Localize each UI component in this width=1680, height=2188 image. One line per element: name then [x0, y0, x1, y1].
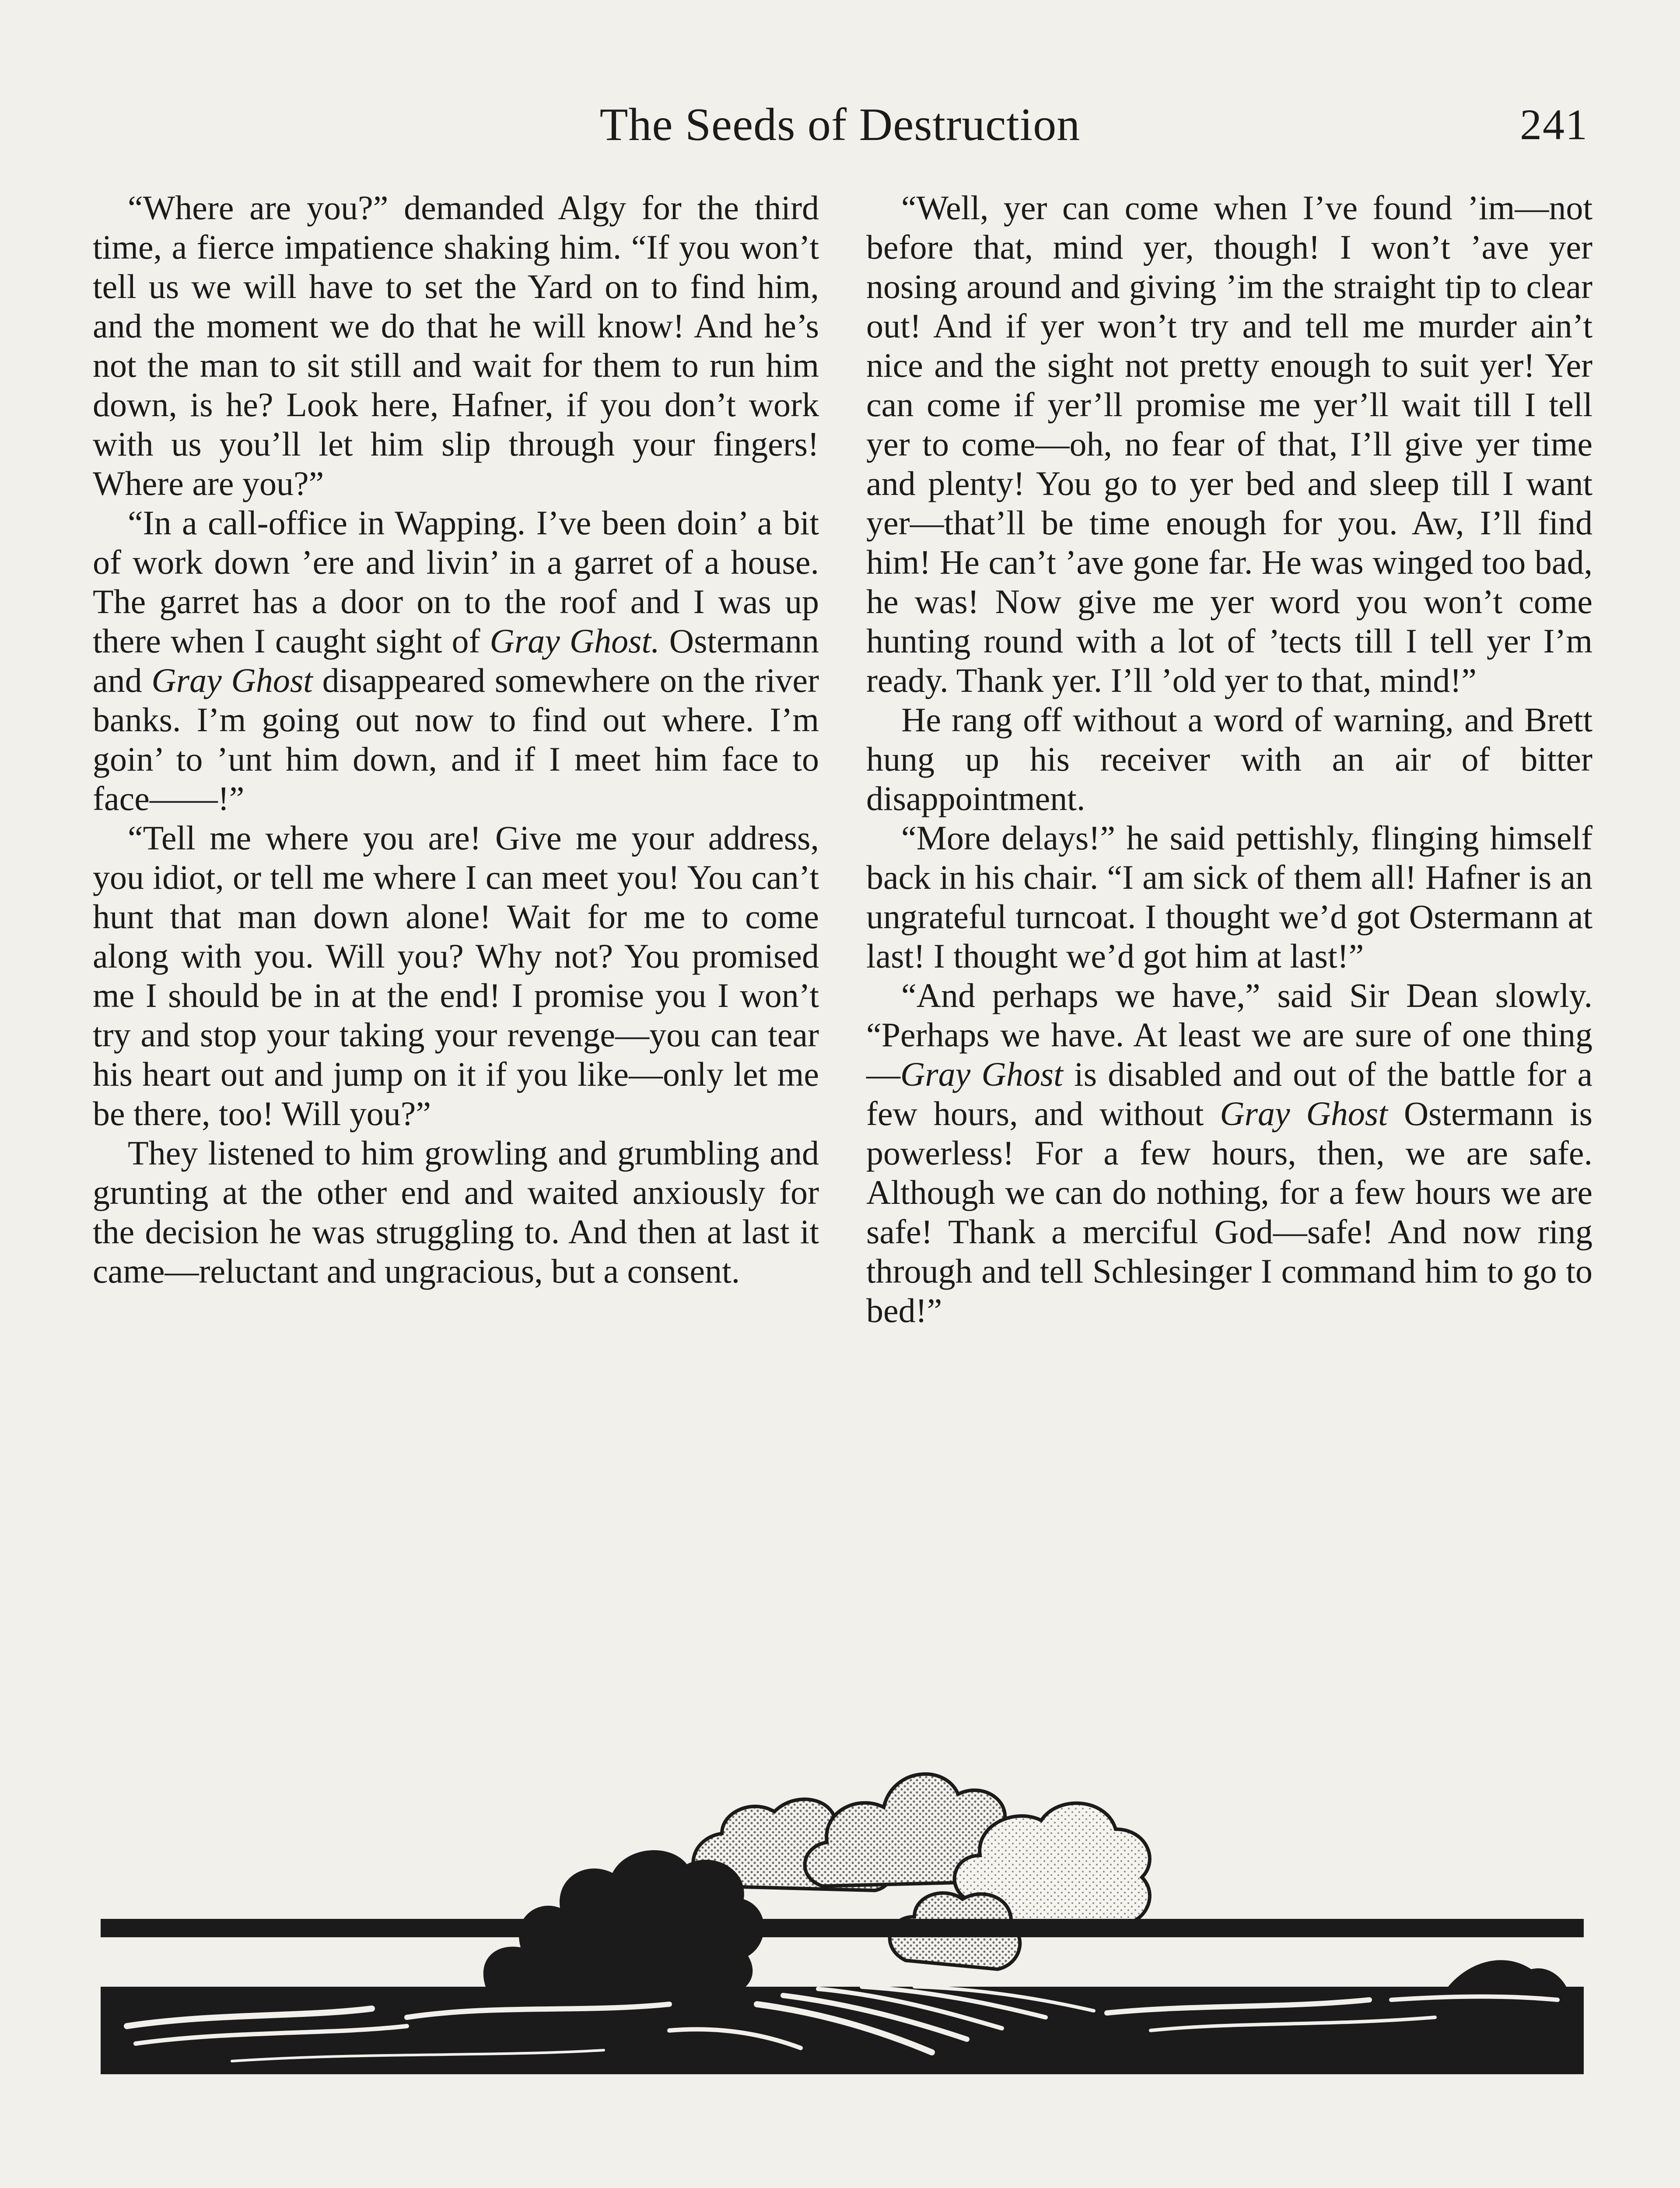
right-column [866, 188, 1592, 1330]
paragraph: “Well, yer can come when I’ve found ’im—not before that, mind yer, though! I won’t ’ave yer nosing around and giving ’im the straight tip to clear out! And if yer won’t try and tell me murder ain’t nice and the sight not pretty enough to suit yer! Yer can come if yer’ll promise me yer’ll wait till I tell yer to come—oh, no fear of that, I’ll give yer time and plenty! You go to yer bed and sleep till I want yer—that’ll be time enough for you. Aw, I’ll find him! He can’t ’ave gone far. He was winged too bad, he was! Now give me yer word you won’t come hunting round with a lot of ’tects till I tell yer I’m ready. Thank yer. I’ll ’old yer to that, mind!” [866, 189, 1592, 699]
paragraph: “Tell me where you are! Give me your address, you idiot, or tell me where I can meet you! You can’t hunt that man down alone! Wait for me to come along with you. Will you? Why not? You promised me I should be in at the end! I promise you I won’t try and stop your taking your revenge—you can tear his heart out and jump on it if you like—only let me be there, too! Will you?” [93, 819, 819, 1133]
paragraph [93, 503, 819, 818]
text-run: “And perhaps we have,” said Sir Dean slowly. “Perhaps we have. At least we are sure of one thing— [866, 976, 1592, 1093]
landscape-illustration [101, 1680, 1584, 2074]
page-number: 241 [1520, 100, 1588, 149]
horizon-line [101, 1919, 1584, 1937]
paragraph: “More delays!” he said pettishly, flinging himself back in his chair. “I am sick of them all! Hafner is an ungrateful turncoat. I thought we’d got Ostermann at last! I thought we’d got him at last!” [866, 819, 1592, 975]
text-run: Ostermann is powerless! For a few hours, then, we are safe. Although we can do nothing, for a few hours we are safe! Thank a merciful God—safe! And now ring through and tell Schlesinger I command him to go to bed!” [866, 1094, 1592, 1329]
text-run: disappeared somewhere on the river banks. I’m going out now to find out where. I’m goin’ to ’unt him down, and if I meet him face to face——!” [93, 661, 819, 817]
ship-name: Gray Ghost [1220, 1094, 1388, 1133]
running-title: The Seeds of Destruction [599, 99, 1081, 150]
ship-name: Gray Ghost [900, 1055, 1063, 1093]
hill [1448, 1960, 1566, 1987]
text-run: is disabled and out of the battle for a few hours, and without [866, 1055, 1592, 1133]
ship-name: Gray Ghost [151, 661, 313, 699]
tree-silhouette [483, 1850, 764, 1995]
ship-name: Gray Ghost. [490, 622, 660, 660]
paragraph [866, 976, 1592, 1330]
text-run: Ostermann and [93, 622, 819, 699]
paragraph: They listened to him growling and grumbling and grunting at the other end and waited anxiously for the decision he was struggling to. And then at last it came—reluctant and ungracious, but a consent. [93, 1134, 819, 1290]
paragraph: He rang off without a word of warning, and Brett hung up his receiver with an air of bitter disappointment. [866, 701, 1592, 817]
page-header [0, 88, 1680, 162]
paragraph: “Where are you?” demanded Algy for the third time, a fierce impatience shaking him. “If you won’t tell us we will have to set the Yard on to find him, and the moment we do that he will know! And he’s not the man to sit still and wait for them to run him down, is he? Look here, Hafner, if you don’t work with us you’ll let him slip through your fingers! Where are you?” [93, 189, 819, 502]
text-run: “In a call-office in Wapping. I’ve been doin’ a bit of work down ’ere and livin’ in a garret of a house. The garret has a door on to the roof and I was up there when I caught sight of [93, 504, 819, 660]
left-column [93, 188, 819, 1291]
